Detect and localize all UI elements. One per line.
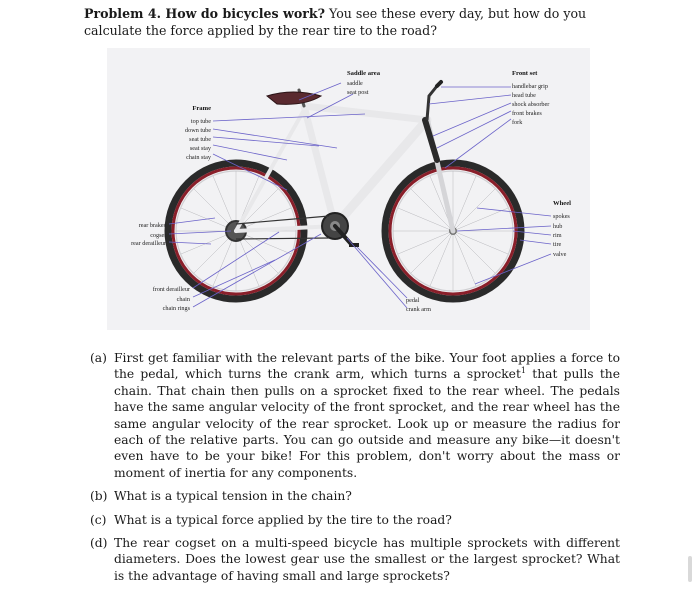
scrollbar-thumb[interactable] xyxy=(688,556,692,582)
chain-rings-label: chain rings xyxy=(162,305,190,312)
fork-label: fork xyxy=(512,119,523,126)
part-d-label: (d) xyxy=(90,536,108,551)
part-c-text: What is a typical force applied by the tire to the road? xyxy=(114,512,452,527)
part-a-text-after: that pulls the chain. That chain then pulls on a sprocket fixed to the rear wheel. The pedals have the same angular velocity of the front sprocket, and the rear wheel has the same angular velocity of the rear sprocket. Look up or measure the radius for each of the relative parts. You can go outside and measure any bike—it doesn't even have to be your bike! For this problem, don't worry about the mass or moment of inertia for any components. xyxy=(114,367,620,480)
problem-question: You see these every day, but how do you calculate the force applied by the rear tire to the road? xyxy=(84,6,587,38)
wheel-labels xyxy=(553,200,571,258)
shock-absorber-label: shock absorber xyxy=(512,101,550,108)
problem-statement xyxy=(84,6,624,39)
seat-tube-label: seat tube xyxy=(189,136,211,143)
seat-stay-label: seat stay xyxy=(189,145,211,152)
bicycle-diagram xyxy=(107,48,590,330)
valve-label: valve xyxy=(553,251,567,258)
head-tube-label: head tube xyxy=(512,92,536,99)
part-c-label: (c) xyxy=(90,512,107,527)
top-tube-label: top tube xyxy=(190,118,211,125)
hub-label: hub xyxy=(553,223,563,230)
front-derailleur-label: front derailleur xyxy=(152,286,190,293)
bike-frame xyxy=(236,90,453,231)
saddle-area-title: Saddle area xyxy=(347,70,381,77)
drive-labels xyxy=(153,286,191,312)
problem-title: Problem 4. How do bicycles work? xyxy=(84,6,325,21)
saddle-shape xyxy=(267,92,321,104)
part-d-text: The rear cogset on a multi-speed bicycle has multiple sprockets with different diameters. Does the lowest gear use the smallest or the largest sprocket? What is the advantage of having small and large sprockets? xyxy=(114,536,620,583)
tire-label: tire xyxy=(553,241,562,248)
frame-title: Frame xyxy=(192,105,211,112)
saddle-label: saddle xyxy=(347,80,363,87)
chain-label: chain xyxy=(176,296,190,303)
part-b-text: What is a typical tension in the chain? xyxy=(114,489,352,504)
footnote-marker: 1 xyxy=(520,366,526,376)
part-b xyxy=(90,488,620,504)
part-a-text-before: First get familiar with the relevant parts of the bike. Your foot applies a force to the pedal, which turns the crank arm, which turns a sprocket xyxy=(114,351,620,382)
cogset-label: cogset xyxy=(150,232,166,239)
wheel-title: Wheel xyxy=(553,200,571,207)
rear-brakes-label: rear brakes xyxy=(138,222,166,229)
front-set-title: Front set xyxy=(512,70,538,77)
handlebar-grip-label: handlebar grip xyxy=(512,83,548,90)
chain-stay-label: chain stay xyxy=(186,154,211,161)
part-a-label: (a) xyxy=(90,351,107,365)
part-a xyxy=(90,350,620,481)
down-tube-label: down tube xyxy=(185,127,211,134)
rear-derailleur-label: rear derailleur xyxy=(131,240,166,247)
part-c xyxy=(90,512,620,528)
bicycle-figure xyxy=(107,48,590,330)
pedal-label: pedal xyxy=(406,297,420,304)
saddle-area-labels xyxy=(347,70,381,96)
crank-arm-label: crank arm xyxy=(406,306,431,313)
front-set-labels xyxy=(512,70,549,126)
rim-label: rim xyxy=(553,232,562,239)
frame-labels xyxy=(185,105,212,161)
front-brakes-label: front brakes xyxy=(512,110,542,117)
part-d xyxy=(90,535,620,584)
subquestions xyxy=(90,350,620,591)
seat-post-label: seat post xyxy=(347,89,369,96)
pedal-labels xyxy=(406,297,431,313)
spokes-label: spokes xyxy=(553,213,570,220)
rear-labels xyxy=(131,222,166,247)
part-b-label: (b) xyxy=(90,489,108,504)
